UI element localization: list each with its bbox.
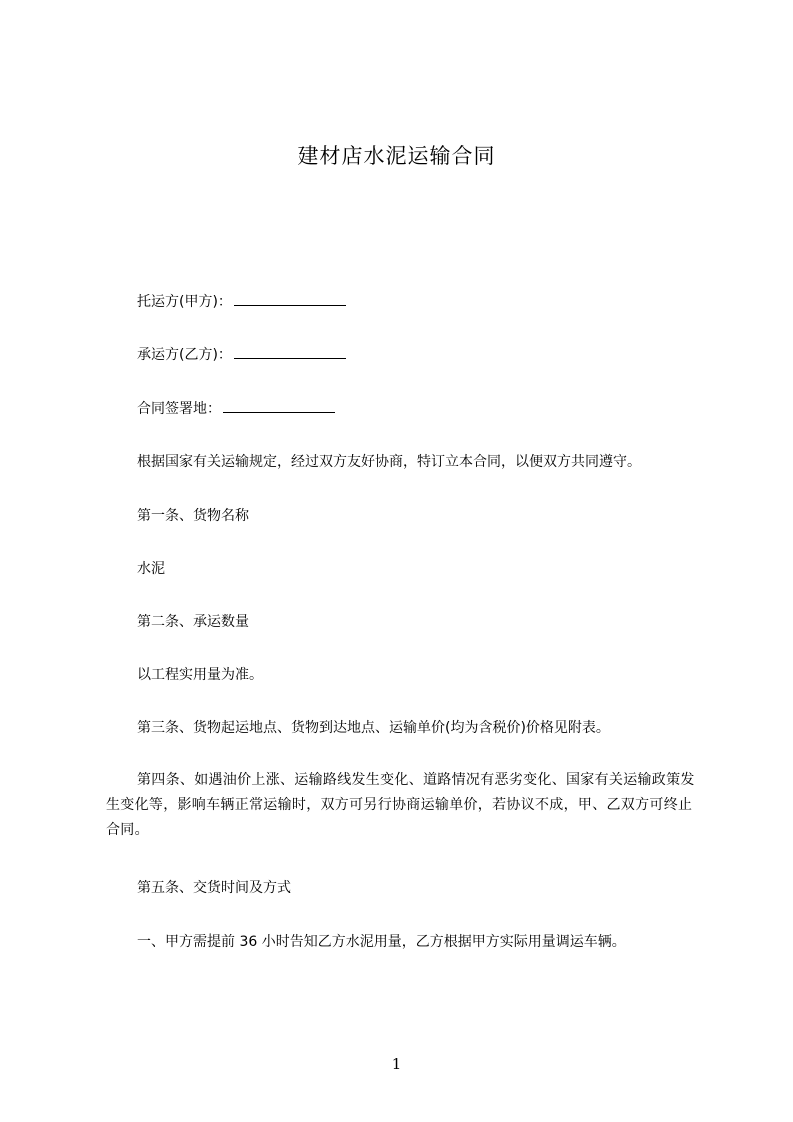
blank-line (234, 344, 346, 359)
field-signing-place (137, 398, 335, 419)
article-5-item-1: 一、甲方需提前 36 小时告知乙方水泥用量，乙方根据甲方实际用量调运车辆。 (137, 934, 626, 950)
field-carrier (137, 344, 346, 365)
intro-paragraph: 根据国家有关运输规定，经过双方友好协商，特订立本合同，以便双方共同遵守。 (137, 454, 641, 470)
article-2-heading: 第二条、承运数量 (137, 614, 249, 630)
article-5-heading: 第五条、交货时间及方式 (137, 880, 291, 896)
blank-line (234, 291, 346, 306)
article-4: 第四条、如遇油价上涨、运输路线发生变化、道路情况有恶劣变化、国家有关运输政策发生变化等，影响车辆正常运输时，双方可另行协商运输单价，若协议不成，甲、乙双方可终止合同。 (106, 772, 695, 838)
article-1-heading: 第一条、货物名称 (137, 508, 249, 524)
article-2-body: 以工程实用量为准。 (137, 667, 263, 683)
page-number: 1 (391, 1055, 402, 1073)
blank-line (223, 398, 335, 413)
field-label: 托运方(甲方)： (137, 294, 232, 310)
article-1-body: 水泥 (137, 561, 165, 577)
field-label: 合同签署地： (137, 401, 221, 417)
article-3: 第三条、货物起运地点、货物到达地点、运输单价(均为含税价)价格见附表。 (137, 720, 610, 736)
field-consignor (137, 291, 346, 312)
document-title: 建材店水泥运输合同 (297, 144, 496, 168)
field-label: 承运方(乙方)： (137, 347, 232, 363)
